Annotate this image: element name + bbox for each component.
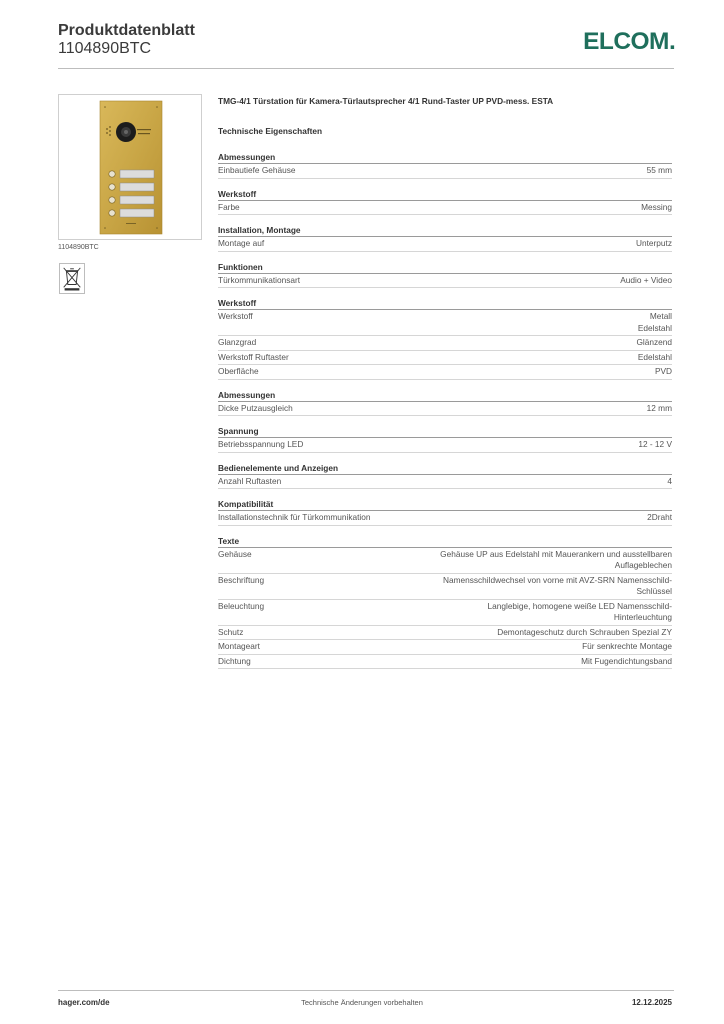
spec-label: Türkommunikationsart [218,274,301,285]
spec-label: Dicke Putzausgleich [218,402,293,413]
spec-label: Dichtung [218,655,251,666]
spec-group-title: Spannung [218,426,672,438]
spec-group-title: Abmessungen [218,390,672,402]
spec-row [218,475,672,490]
spec-group-title: Kompatibilität [218,499,672,511]
spec-label: Betriebsspannung LED [218,439,304,449]
spec-row [218,511,672,526]
spec-row [218,351,672,366]
spec-value: 2Draht [647,512,672,522]
spec-value: 12 mm [646,402,672,413]
spec-group-title: Werkstoff [218,298,672,310]
elcom-logo: ELCOM. [582,28,675,55]
spec-group-title: Abmessungen [218,152,672,164]
footer-website-link[interactable]: hager.com/de [58,998,110,1007]
spec-label: Oberfläche [218,366,259,376]
header-divider [58,68,674,69]
spec-row [218,274,672,289]
page-header [58,20,674,70]
spec-row [218,548,672,574]
spec-value: Langlebige, homogene weiße LED Namensschild- Hinterleuchtung [487,600,672,622]
image-caption: 1104890BTC [58,244,99,251]
footer-date: 12.12.2025 [631,998,672,1007]
spec-row [218,600,672,626]
spec-group-title: Funktionen [218,262,672,274]
spec-group [218,189,672,216]
spec-label: Farbe [218,201,240,212]
spec-group-title: Installation, Montage [218,225,672,237]
spec-label: Gehäuse [218,548,252,559]
product-title: TMG-4/1 Türstation für Kamera-Türlautsprecher 4/1 Rund-Taster UP PVD-mess. ESTA [218,96,554,106]
weee-symbol [59,263,85,294]
camera-lens-icon [116,122,136,142]
spec-row [218,655,672,670]
spec-value: 4 [667,475,672,486]
spec-value: Mit Fugendichtungsband [581,655,672,666]
spec-label: Werkstoff [218,311,253,321]
door-station-panel-image [61,98,201,237]
weee-bin-icon [60,264,84,293]
spec-value: Gehäuse UP aus Edelstahl mit Mauerankern und ausstellbaren Auflageblechen [440,548,672,570]
spec-row [218,164,672,179]
spec-label: Einbautiefe Gehäuse [218,165,296,175]
document-title: Produktdatenblatt [58,22,195,39]
footer-divider [58,990,674,991]
spec-label: Schutz [218,626,244,637]
spec-row [218,336,672,351]
spec-label: Montageart [218,641,260,651]
spec-row [218,438,672,453]
spec-label: Werkstoff Ruftaster [218,351,289,362]
spec-group [218,152,672,179]
spec-group [218,390,672,417]
spec-group [218,225,672,252]
spec-group-title: Bedienelemente und Anzeigen [218,463,672,475]
product-specifications [218,96,672,679]
spec-value: Edelstahl [637,351,672,362]
spec-row [218,237,672,252]
spec-value: 55 mm [646,165,672,175]
spec-label: Beschriftung [218,574,265,585]
spec-label: Glanzgrad [218,337,257,347]
document-number: 1104890BTC [58,40,152,57]
spec-group-title: Texte [218,536,672,548]
spec-row [218,310,672,336]
spec-group [218,536,672,670]
spec-value: Audio + Video [620,274,672,285]
spec-group-title: Werkstoff [218,189,672,201]
spec-label: Anzahl Ruftasten [218,475,282,486]
spec-row [218,626,672,641]
spec-value: Metall Edelstahl [637,311,672,333]
spec-value: Unterputz [636,238,672,248]
spec-value: 12 - 12 V [638,439,672,449]
spec-label: Montage auf [218,238,265,248]
spec-groups [218,152,672,669]
spec-group [218,499,672,526]
spec-group [218,463,672,490]
spec-value: Für senkrechte Montage [582,641,672,651]
spec-group [218,298,672,380]
spec-row [218,402,672,417]
spec-label: Installationstechnik für Türkommunikation [218,512,371,522]
section-heading: Technische Eigenschaften [218,126,323,136]
spec-row [218,574,672,600]
spec-label: Beleuchtung [218,600,265,611]
spec-value: Glänzend [636,337,672,347]
spec-row [218,365,672,380]
spec-row [218,201,672,216]
spec-group [218,262,672,289]
spec-value: Demontageschutz durch Schrauben Spezial ZY [497,626,672,637]
spec-value: Namensschildwechsel von vorne mit AVZ-SRN Namensschild- Schlüssel [442,574,672,596]
spec-value: PVD [654,366,672,376]
product-image [58,94,202,240]
spec-value: Messing [641,201,672,212]
footer-notice: Technische Änderungen vorbehalten [301,998,423,1007]
spec-group [218,426,672,453]
spec-row [218,640,672,655]
